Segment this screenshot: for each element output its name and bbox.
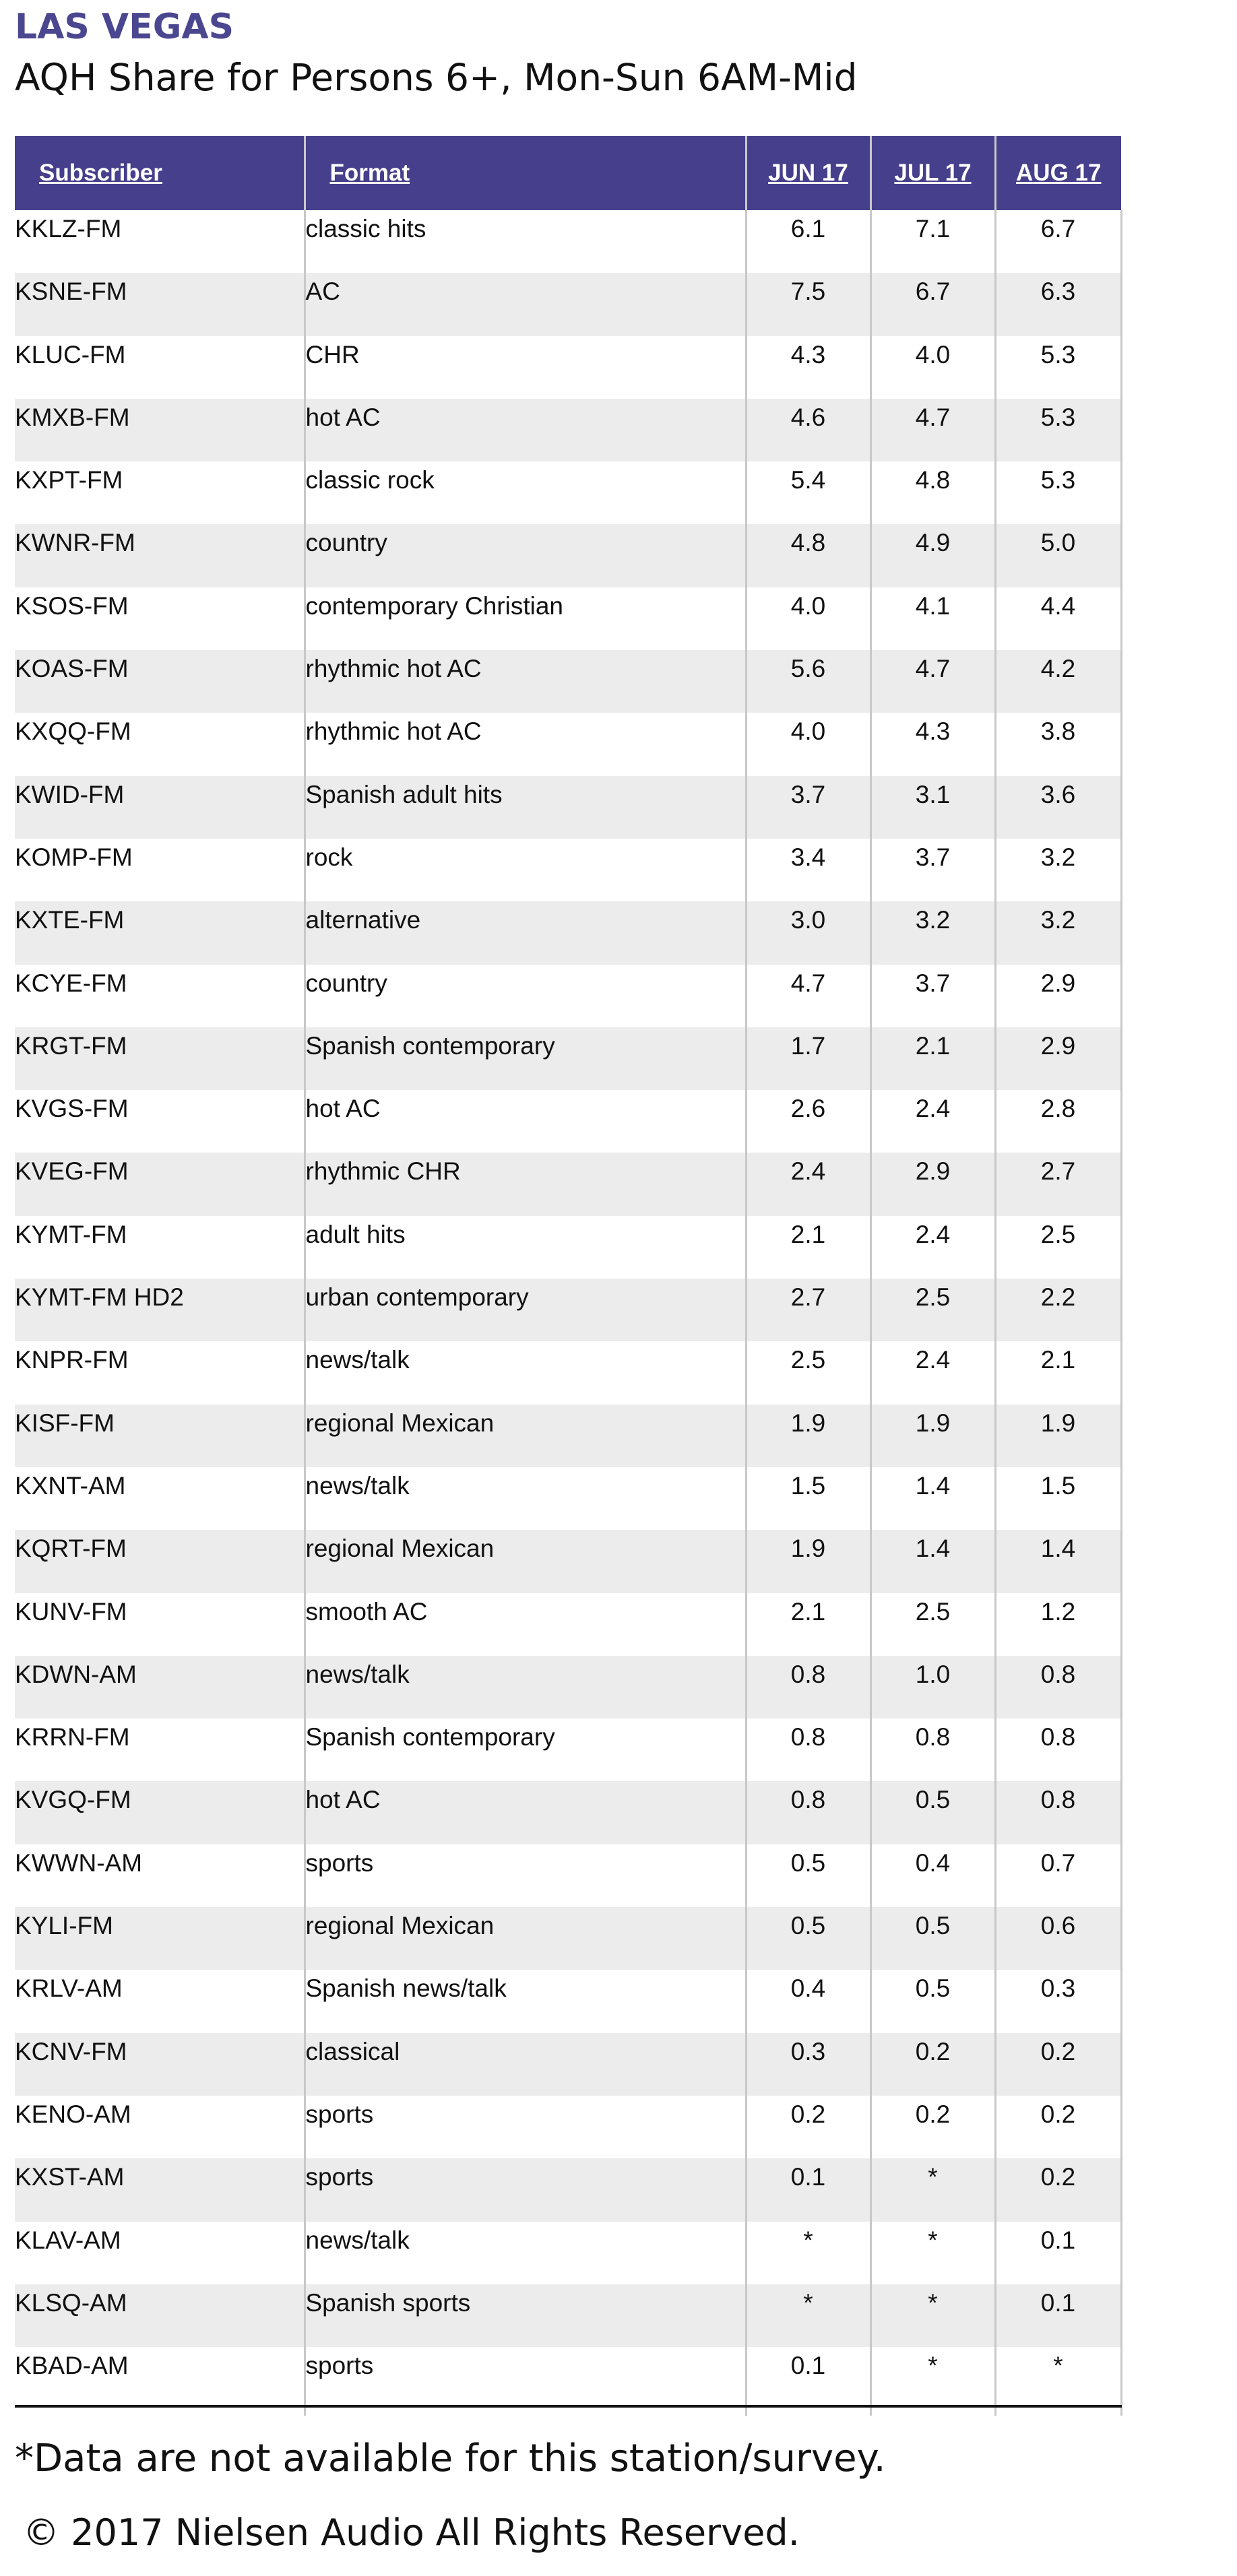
cell-jun17: 4.0 xyxy=(746,587,870,650)
cell-format: regional Mexican xyxy=(305,1405,746,1467)
cell-jul17: 0.4 xyxy=(870,1844,995,1907)
table-row xyxy=(15,461,1121,524)
table-row xyxy=(15,713,1121,775)
cell-subscriber: KRLV-AM xyxy=(15,1974,123,2003)
cell-aug17: 2.9 xyxy=(995,965,1121,1027)
cell-format: regional Mexican xyxy=(305,1907,746,1970)
cell-jun17: 0.5 xyxy=(746,1844,870,1907)
cell-jun17: 3.7 xyxy=(746,776,870,839)
cell-subscriber: KRGT-FM xyxy=(15,1031,127,1060)
cell-format: country xyxy=(305,965,746,1027)
cell-jul17: 4.7 xyxy=(870,399,995,461)
cell-jun17: 0.8 xyxy=(746,1718,870,1781)
cell-jul17: 2.9 xyxy=(870,1153,995,1215)
cell-format: alternative xyxy=(305,901,746,964)
table-bottom-rule xyxy=(15,2405,1122,2408)
cell-format: rock xyxy=(305,839,746,901)
cell-jun17: 4.7 xyxy=(746,965,870,1027)
cell-jun17: 2.6 xyxy=(746,1090,870,1153)
cell-jul17: 0.2 xyxy=(870,2096,995,2158)
cell-jun17: 0.4 xyxy=(746,1970,870,2032)
cell-subscriber: KDWN-AM xyxy=(15,1660,137,1688)
cell-jun17: 3.0 xyxy=(746,901,870,964)
cell-format: news/talk xyxy=(305,1341,746,1404)
cell-subscriber: KYMT-FM HD2 xyxy=(15,1283,184,1312)
cell-subscriber: KOMP-FM xyxy=(15,843,133,871)
cell-subscriber: KISF-FM xyxy=(15,1409,115,1437)
cell-jun17: 0.2 xyxy=(746,2096,870,2158)
cell-format: sports xyxy=(305,2158,746,2221)
cell-aug17: 0.6 xyxy=(995,1907,1121,1970)
cell-aug17: 2.1 xyxy=(995,1341,1121,1404)
table-row xyxy=(15,2222,1121,2284)
cell-aug17: 0.8 xyxy=(995,1656,1121,1718)
table-row xyxy=(15,210,1121,273)
cell-subscriber: KSOS-FM xyxy=(15,591,129,620)
cell-jul17: 1.4 xyxy=(870,1530,995,1592)
cell-jun17: 0.1 xyxy=(746,2347,870,2416)
cell-jul17: 0.5 xyxy=(870,1781,995,1844)
cell-jul17: 1.4 xyxy=(870,1467,995,1530)
cell-subscriber: KWNR-FM xyxy=(15,529,135,557)
cell-format: hot AC xyxy=(305,1781,746,1844)
cell-subscriber: KUNV-FM xyxy=(15,1597,127,1625)
table-row xyxy=(15,587,1121,650)
column-header-jun17[interactable]: JUN 17 xyxy=(746,136,870,210)
table-row xyxy=(15,650,1121,713)
cell-subscriber: KENO-AM xyxy=(15,2100,131,2128)
table-row xyxy=(15,901,1121,964)
cell-aug17: 1.4 xyxy=(995,1530,1121,1592)
table-row xyxy=(15,1970,1121,2032)
cell-format: CHR xyxy=(305,336,746,399)
cell-jul17: 3.7 xyxy=(870,839,995,901)
cell-subscriber: KNPR-FM xyxy=(15,1346,129,1374)
table-row xyxy=(15,336,1121,399)
cell-jun17: 0.3 xyxy=(746,2033,870,2096)
cell-subscriber: KXNT-AM xyxy=(15,1471,126,1500)
cell-aug17: 0.1 xyxy=(995,2284,1121,2347)
cell-jun17: 3.4 xyxy=(746,839,870,901)
cell-jun17: 1.7 xyxy=(746,1027,870,1090)
cell-subscriber: KXST-AM xyxy=(15,2163,125,2191)
copyright-notice: © 2017 Nielsen Audio All Rights Reserved. xyxy=(23,2511,800,2554)
table-row xyxy=(15,1781,1121,1844)
cell-jul17: 2.1 xyxy=(870,1027,995,1090)
table-row xyxy=(15,776,1121,839)
report-subtitle: AQH Share for Persons 6+, Mon-Sun 6AM-Mid xyxy=(15,56,858,99)
cell-jul17: 2.5 xyxy=(870,1279,995,1341)
cell-format: Spanish adult hits xyxy=(305,776,746,839)
cell-format: sports xyxy=(305,1844,746,1907)
cell-jun17: 2.7 xyxy=(746,1279,870,1341)
cell-jun17: 4.0 xyxy=(746,713,870,775)
cell-format: country xyxy=(305,524,746,587)
cell-format: classical xyxy=(305,2033,746,2096)
cell-format: classic rock xyxy=(305,461,746,524)
cell-subscriber: KCNV-FM xyxy=(15,2037,127,2065)
cell-jul17: 2.4 xyxy=(870,1341,995,1404)
cell-aug17: 2.9 xyxy=(995,1027,1121,1090)
cell-aug17: 0.3 xyxy=(995,1970,1121,2032)
cell-format: hot AC xyxy=(305,399,746,461)
cell-aug17: 3.2 xyxy=(995,901,1121,964)
table-row xyxy=(15,273,1121,335)
cell-subscriber: KCYE-FM xyxy=(15,969,127,997)
cell-aug17: 5.3 xyxy=(995,461,1121,524)
cell-jul17: 7.1 xyxy=(870,210,995,273)
cell-format: rhythmic CHR xyxy=(305,1153,746,1215)
table-row xyxy=(15,1153,1121,1215)
cell-jun17: 0.1 xyxy=(746,2158,870,2221)
column-header-format[interactable]: Format xyxy=(305,136,746,210)
cell-jul17: 2.4 xyxy=(870,1090,995,1153)
cell-jul17: 3.1 xyxy=(870,776,995,839)
cell-jul17: * xyxy=(870,2158,995,2221)
table-body xyxy=(15,210,1121,2416)
cell-jul17: 4.8 xyxy=(870,461,995,524)
cell-jul17: 4.0 xyxy=(870,336,995,399)
cell-jun17: 4.8 xyxy=(746,524,870,587)
cell-format: adult hits xyxy=(305,1216,746,1279)
ratings-table xyxy=(15,136,1122,2416)
table-row xyxy=(15,399,1121,461)
cell-aug17: 4.4 xyxy=(995,587,1121,650)
table-row xyxy=(15,2033,1121,2096)
cell-jul17: 2.5 xyxy=(870,1593,995,1656)
cell-format: rhythmic hot AC xyxy=(305,650,746,713)
cell-jun17: * xyxy=(746,2284,870,2347)
cell-subscriber: KSNE-FM xyxy=(15,278,127,306)
cell-aug17: 2.8 xyxy=(995,1090,1121,1153)
cell-aug17: * xyxy=(995,2347,1121,2416)
cell-aug17: 1.2 xyxy=(995,1593,1121,1656)
cell-jun17: 1.9 xyxy=(746,1405,870,1467)
table-row xyxy=(15,1593,1121,1656)
cell-subscriber: KQRT-FM xyxy=(15,1535,127,1563)
cell-format: Spanish contemporary xyxy=(305,1718,746,1781)
cell-format: sports xyxy=(305,2347,746,2416)
cell-jul17: 6.7 xyxy=(870,273,995,335)
column-header-jul17[interactable]: JUL 17 xyxy=(870,136,995,210)
table-header-row xyxy=(15,136,1121,210)
cell-jun17: * xyxy=(746,2222,870,2284)
footnote: *Data are not available for this station/survey. xyxy=(15,2437,886,2480)
cell-format: AC xyxy=(305,273,746,335)
cell-subscriber: KXPT-FM xyxy=(15,466,123,494)
cell-jun17: 0.5 xyxy=(746,1907,870,1970)
cell-jun17: 2.1 xyxy=(746,1216,870,1279)
table-row xyxy=(15,1279,1121,1341)
cell-subscriber: KVEG-FM xyxy=(15,1157,129,1186)
table-row xyxy=(15,524,1121,587)
cell-subscriber: KRRN-FM xyxy=(15,1723,130,1751)
cell-aug17: 3.2 xyxy=(995,839,1121,901)
cell-aug17: 0.1 xyxy=(995,2222,1121,2284)
cell-aug17: 0.2 xyxy=(995,2158,1121,2221)
cell-format: Spanish contemporary xyxy=(305,1027,746,1090)
cell-subscriber: KLUC-FM xyxy=(15,340,126,368)
cell-jul17: 3.7 xyxy=(870,965,995,1027)
cell-subscriber: KWWN-AM xyxy=(15,1848,143,1877)
cell-jul17: * xyxy=(870,2347,995,2416)
cell-jul17: * xyxy=(870,2222,995,2284)
cell-jul17: 0.8 xyxy=(870,1718,995,1781)
table-row xyxy=(15,2158,1121,2221)
table-row xyxy=(15,1467,1121,1530)
cell-jun17: 4.6 xyxy=(746,399,870,461)
cell-subscriber: KYMT-FM xyxy=(15,1220,127,1248)
cell-aug17: 5.0 xyxy=(995,524,1121,587)
cell-aug17: 0.2 xyxy=(995,2096,1121,2158)
table-row xyxy=(15,1718,1121,1781)
cell-subscriber: KXTE-FM xyxy=(15,906,125,934)
cell-subscriber: KVGQ-FM xyxy=(15,1786,131,1814)
cell-jun17: 5.6 xyxy=(746,650,870,713)
cell-format: Spanish sports xyxy=(305,2284,746,2347)
cell-subscriber: KWID-FM xyxy=(15,780,125,808)
cell-jun17: 0.8 xyxy=(746,1781,870,1844)
cell-aug17: 3.8 xyxy=(995,713,1121,775)
cell-aug17: 1.9 xyxy=(995,1405,1121,1467)
cell-jul17: 0.5 xyxy=(870,1907,995,1970)
cell-subscriber: KMXB-FM xyxy=(15,403,130,431)
cell-jul17: * xyxy=(870,2284,995,2347)
cell-jun17: 7.5 xyxy=(746,273,870,335)
cell-aug17: 2.2 xyxy=(995,1279,1121,1341)
table-row xyxy=(15,1907,1121,1970)
column-header-aug17[interactable]: AUG 17 xyxy=(995,136,1121,210)
cell-format: news/talk xyxy=(305,2222,746,2284)
cell-jul17: 4.1 xyxy=(870,587,995,650)
cell-subscriber: KVGS-FM xyxy=(15,1095,129,1123)
cell-jun17: 6.1 xyxy=(746,210,870,273)
table-row xyxy=(15,2284,1121,2347)
cell-jul17: 4.7 xyxy=(870,650,995,713)
cell-subscriber: KYLI-FM xyxy=(15,1912,113,1940)
table-row xyxy=(15,1530,1121,1592)
cell-format: rhythmic hot AC xyxy=(305,713,746,775)
cell-aug17: 6.7 xyxy=(995,210,1121,273)
cell-jul17: 1.9 xyxy=(870,1405,995,1467)
table-row xyxy=(15,2096,1121,2158)
cell-jun17: 1.5 xyxy=(746,1467,870,1530)
cell-format: regional Mexican xyxy=(305,1530,746,1592)
table-row xyxy=(15,1216,1121,1279)
cell-subscriber: KOAS-FM xyxy=(15,655,129,683)
cell-jul17: 2.4 xyxy=(870,1216,995,1279)
cell-jul17: 4.9 xyxy=(870,524,995,587)
cell-aug17: 5.3 xyxy=(995,336,1121,399)
cell-aug17: 5.3 xyxy=(995,399,1121,461)
cell-format: news/talk xyxy=(305,1467,746,1530)
market-title: LAS VEGAS xyxy=(15,7,234,47)
cell-jun17: 0.8 xyxy=(746,1656,870,1718)
cell-subscriber: KBAD-AM xyxy=(15,2352,129,2380)
cell-aug17: 2.7 xyxy=(995,1153,1121,1215)
cell-format: contemporary Christian xyxy=(305,587,746,650)
cell-aug17: 1.5 xyxy=(995,1467,1121,1530)
table-row xyxy=(15,1405,1121,1467)
cell-aug17: 2.5 xyxy=(995,1216,1121,1279)
cell-aug17: 0.7 xyxy=(995,1844,1121,1907)
table-row xyxy=(15,1844,1121,1907)
cell-jun17: 1.9 xyxy=(746,1530,870,1592)
cell-format: hot AC xyxy=(305,1090,746,1153)
cell-aug17: 3.6 xyxy=(995,776,1121,839)
table-row xyxy=(15,965,1121,1027)
cell-aug17: 4.2 xyxy=(995,650,1121,713)
cell-aug17: 0.8 xyxy=(995,1781,1121,1844)
cell-jul17: 0.2 xyxy=(870,2033,995,2096)
cell-jul17: 3.2 xyxy=(870,901,995,964)
cell-aug17: 6.3 xyxy=(995,273,1121,335)
cell-aug17: 0.8 xyxy=(995,1718,1121,1781)
cell-jul17: 4.3 xyxy=(870,713,995,775)
table-row xyxy=(15,1027,1121,1090)
cell-jun17: 5.4 xyxy=(746,461,870,524)
table-row xyxy=(15,1656,1121,1718)
cell-subscriber: KLAV-AM xyxy=(15,2226,121,2254)
cell-jun17: 2.5 xyxy=(746,1341,870,1404)
cell-jun17: 2.4 xyxy=(746,1153,870,1215)
cell-jun17: 2.1 xyxy=(746,1593,870,1656)
cell-subscriber: KXQQ-FM xyxy=(15,717,131,746)
cell-jul17: 1.0 xyxy=(870,1656,995,1718)
table-row xyxy=(15,1341,1121,1404)
cell-subscriber: KKLZ-FM xyxy=(15,215,122,243)
table-row xyxy=(15,1090,1121,1153)
cell-format: Spanish news/talk xyxy=(305,1970,746,2032)
cell-jun17: 4.3 xyxy=(746,336,870,399)
cell-jul17: 0.5 xyxy=(870,1970,995,2032)
cell-format: classic hits xyxy=(305,210,746,273)
column-header-subscriber[interactable]: Subscriber xyxy=(15,136,305,210)
cell-format: sports xyxy=(305,2096,746,2158)
cell-subscriber: KLSQ-AM xyxy=(15,2288,127,2317)
table-row xyxy=(15,839,1121,901)
cell-format: urban contemporary xyxy=(305,1279,746,1341)
cell-aug17: 0.2 xyxy=(995,2033,1121,2096)
cell-format: smooth AC xyxy=(305,1593,746,1656)
cell-format: news/talk xyxy=(305,1656,746,1718)
